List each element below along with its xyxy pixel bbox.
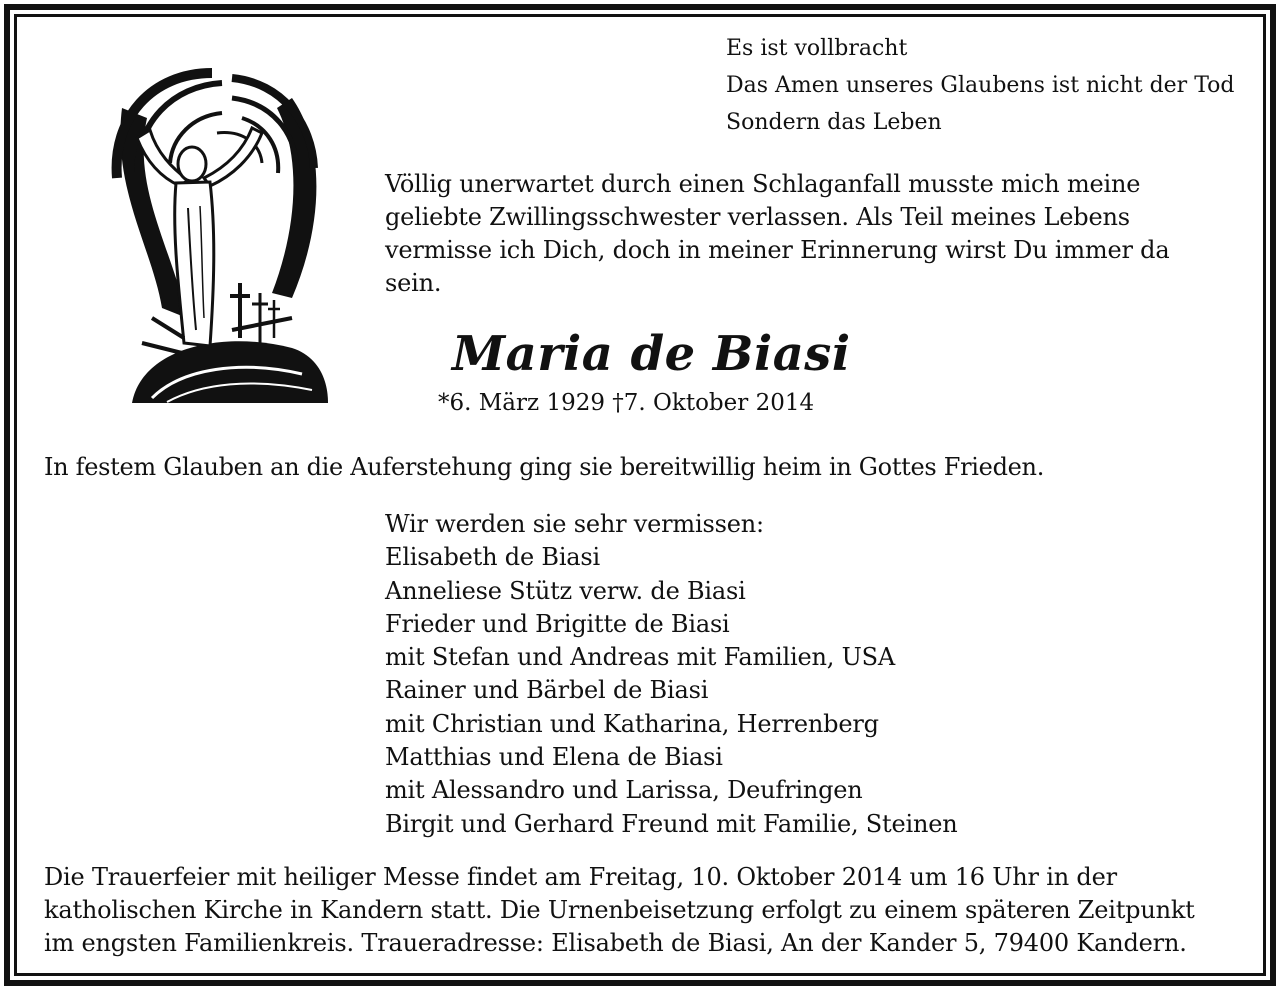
mourner-entry: Anneliese Stütz verw. de Biasi bbox=[385, 576, 746, 605]
mourner-entry: mit Alessandro und Larissa, Deufringen bbox=[385, 776, 863, 805]
deceased-name: Maria de Biasi bbox=[452, 326, 851, 382]
mourner-entry: Matthias und Elena de Biasi bbox=[385, 743, 723, 772]
mourner-entry: Elisabeth de Biasi bbox=[385, 543, 601, 572]
motto-verse bbox=[726, 30, 1246, 141]
intro-text: Völlig unerwartet durch einen Schlaganfall musste mich meine geliebte Zwillingsschwester verlassen. Als Teil meines Lebens vermisse ich Dich, doch in meiner Erinnerung wirst Du immer da sein. bbox=[385, 170, 1170, 297]
mourner-entry: Rainer und Bärbel de Biasi bbox=[385, 676, 709, 705]
faith-line: In festem Glauben an die Auferstehung ging sie bereitwillig heim in Gottes Frieden. bbox=[44, 453, 1045, 481]
funeral-details bbox=[44, 861, 1244, 960]
mourner-entry: mit Christian und Katharina, Herrenberg bbox=[385, 709, 879, 738]
funeral-details-line: Die Trauerfeier mit heiliger Messe findet am Freitag, 10. Oktober 2014 um 16 Uhr in der bbox=[44, 863, 1117, 891]
funeral-details-line: katholischen Kirche in Kandern statt. Die Urnenbeisetzung erfolgt zu einem späteren Zeitpunkt bbox=[44, 896, 1195, 924]
motto-line: Das Amen unseres Glaubens ist nicht der Tod bbox=[726, 73, 1235, 98]
motto-line: Es ist vollbracht bbox=[726, 36, 908, 61]
mourner-entry: mit Stefan und Andreas mit Familien, USA bbox=[385, 643, 896, 672]
motto-line: Sondern das Leben bbox=[726, 110, 942, 135]
mourner-entry: Frieder und Brigitte de Biasi bbox=[385, 609, 730, 638]
funeral-details-line: im engsten Familienkreis. Traueradresse: Elisabeth de Biasi, An der Kander 5, 79400 Kandern. bbox=[44, 929, 1187, 957]
mourners-heading: Wir werden sie sehr vermissen: bbox=[385, 510, 764, 538]
life-dates: *6. März 1929 †7. Oktober 2014 bbox=[438, 390, 815, 416]
mourner-entry: Birgit und Gerhard Freund mit Familie, Steinen bbox=[385, 809, 958, 838]
resurrection-figure-icon bbox=[92, 68, 332, 403]
mourners-list bbox=[385, 508, 1005, 841]
